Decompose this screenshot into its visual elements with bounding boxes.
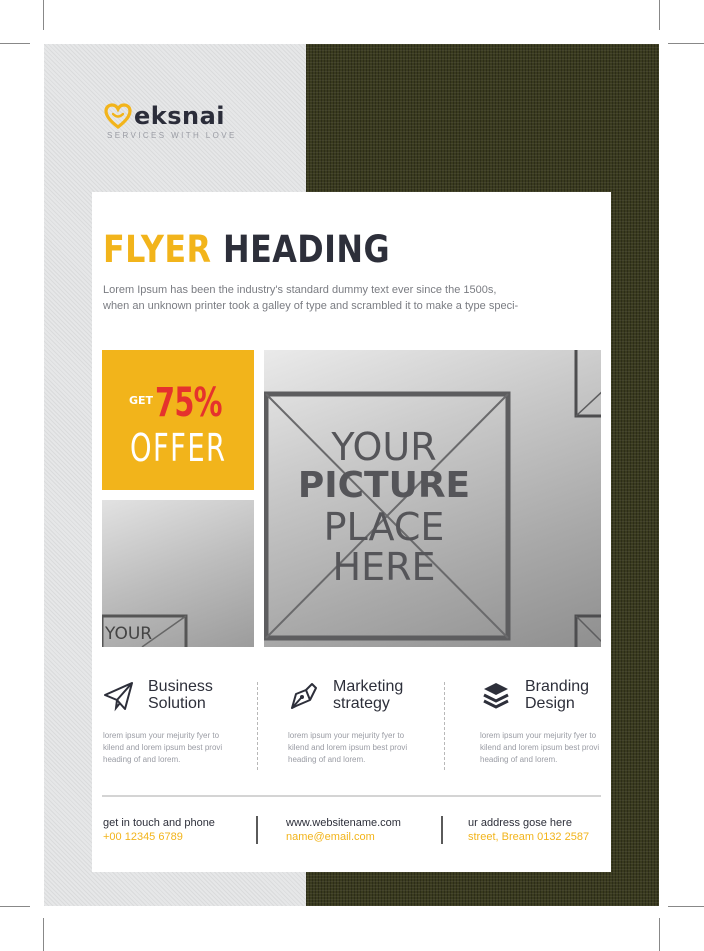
paper-plane-icon [103, 680, 135, 712]
offer-box [102, 350, 254, 490]
placeholder-line: PLACE [323, 505, 445, 549]
address-label: ur address gose here [468, 817, 572, 829]
service-desc: heading of and lorem. [103, 755, 181, 764]
intro-line: when an unknown printer took a galley of type and scrambled it to make a type speci- [103, 300, 519, 312]
service-desc: heading of and lorem. [480, 755, 558, 764]
service-desc: lorem ipsum your mejurity fyer to [480, 731, 597, 740]
crop-mark [43, 0, 44, 30]
service-desc: kilend and lorem ipsum best provi [480, 743, 600, 752]
service-desc: lorem ipsum your mejurity fyer to [103, 731, 220, 740]
layers-stack-icon [480, 680, 512, 712]
crop-mark [659, 0, 660, 30]
column-divider [444, 682, 445, 770]
placeholder-line: HERE [332, 545, 436, 589]
crop-mark [659, 918, 660, 951]
content-card [92, 192, 611, 872]
column-divider [257, 682, 258, 770]
email-link[interactable]: name@email.com [286, 831, 375, 843]
crop-mark [668, 906, 704, 907]
phone-number[interactable]: +00 12345 6789 [103, 831, 183, 843]
picture-placeholder [264, 350, 601, 647]
flyer-heading [103, 228, 390, 271]
service-desc: kilend and lorem ipsum best provi [103, 743, 223, 752]
address-text: street, Bream 0132 2587 [468, 831, 590, 843]
pen-nib-icon [288, 680, 320, 712]
offer-prefix: GET [129, 394, 154, 407]
heading-main: HEADING [223, 228, 391, 271]
intro-line: Lorem Ipsum has been the industry's standard dummy text ever since the 1500s, [103, 284, 497, 296]
service-desc: lorem ipsum your mejurity fyer to [288, 731, 405, 740]
crop-mark [43, 918, 44, 951]
heading-accent: FLYER [103, 228, 212, 271]
heart-smile-icon [104, 103, 132, 129]
contact-web [286, 816, 401, 844]
crop-mark [0, 906, 30, 907]
footer-divider [102, 795, 601, 797]
contact-address [468, 816, 589, 844]
crop-mark [0, 43, 30, 44]
brand-logo [104, 102, 237, 140]
phone-label: get in touch and phone [103, 817, 215, 829]
website-link[interactable]: www.websitename.com [286, 817, 401, 829]
service-desc: heading of and lorem. [288, 755, 366, 764]
service-desc: kilend and lorem ipsum best provi [288, 743, 408, 752]
placeholder-line: PICTURE [297, 465, 471, 506]
contact-divider [441, 816, 443, 844]
offer-percent: 75% [155, 380, 222, 426]
contact-phone [103, 816, 215, 844]
service-title: Solution [148, 695, 206, 712]
brand-name: eksnai [134, 102, 226, 130]
service-title: Business [148, 678, 213, 695]
crop-mark [668, 43, 704, 44]
service-title: strategy [333, 695, 390, 712]
intro-text [103, 282, 593, 314]
service-title: Marketing [333, 678, 404, 695]
service-title: Branding [525, 678, 590, 695]
offer-word: OFFER [130, 426, 227, 470]
placeholder-line: YOUR [331, 425, 437, 469]
brand-tagline: SERVICES WITH LOVE [107, 131, 237, 140]
service-title: Design [525, 695, 575, 712]
small-placeholder-label: YOUR [105, 624, 153, 644]
flyer-sheet [44, 44, 659, 906]
contact-divider [256, 816, 258, 844]
small-picture-placeholder [102, 500, 254, 647]
